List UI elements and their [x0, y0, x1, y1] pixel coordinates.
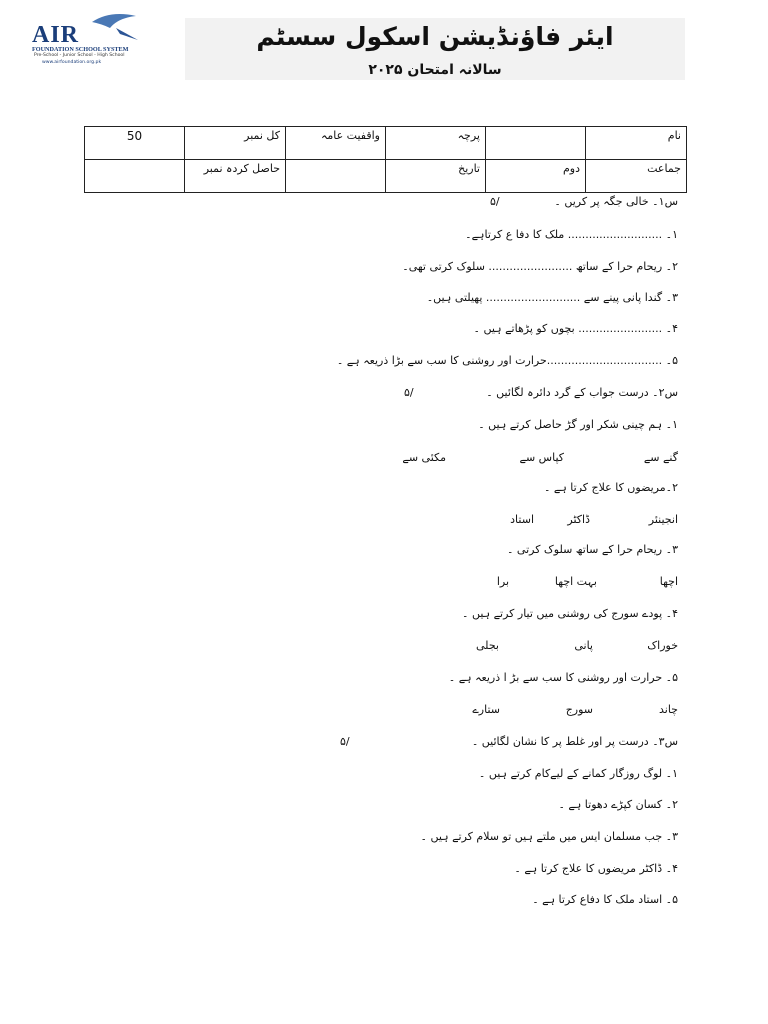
q2-item-4-option-1[interactable]: خوراک: [647, 639, 678, 652]
q3-item-5: ۵۔ استاد ملک کا دفاع کرتا ہے ۔: [532, 893, 678, 906]
q3-marks: /۵: [340, 735, 350, 748]
q2-heading: س۲۔ درست جواب کے گرد دائرہ لگائیں ۔: [486, 386, 678, 399]
q2-item-3-option-3[interactable]: برا: [496, 575, 509, 588]
q2-item-1-option-1[interactable]: گنے سے: [643, 451, 678, 464]
q2-item-3-stem: ۳۔ ریحام حرا کے ساتھ سلوک کرتی ۔: [506, 543, 678, 556]
q1-item-1: ۱۔ ........................... ملک کا دفا ع کرتاہے۔: [465, 228, 678, 241]
paper-value: واقفیت عامہ: [286, 127, 386, 160]
name-field[interactable]: [486, 127, 586, 160]
class-value: دوم: [486, 160, 586, 193]
q2-item-4-stem: ۴۔ پودے سورج کی روشنی میں تیار کرتے ہیں ۔: [462, 607, 678, 620]
q2-item-5-stem: ۵۔ حرارت اور روشنی کا سب سے بڑ ا ذریعہ ہے ۔: [448, 671, 678, 684]
date-label: تاریخ: [386, 160, 486, 193]
logo-brand: AIR: [32, 22, 80, 48]
q1-item-2: ۲۔ ریحام حرا کے ساتھ ........................ سلوک کرتی تھی۔: [402, 260, 678, 273]
date-field[interactable]: [286, 160, 386, 193]
obtained-marks-field[interactable]: [85, 160, 185, 193]
q2-item-2-stem: ۲۔مریضوں کا علاج کرتا ہے ۔: [543, 481, 678, 494]
q2-item-3-option-2[interactable]: بہت اچھا: [554, 575, 597, 588]
q3-item-2: ۲۔ کسان کپڑے دھوتا ہے ۔: [558, 798, 678, 811]
total-marks-value: 50: [85, 127, 185, 160]
q1-item-3: ۳۔ گندا پانی پینے سے ........................... پھیلتی ہیں۔: [426, 291, 678, 304]
school-logo: [30, 10, 142, 66]
exam-title: سالانہ امتحان ۲۰۲۵: [368, 62, 502, 78]
q1-marks: /۵: [490, 195, 500, 208]
q1-heading: س۱۔ خالی جگہ پر کریں ۔: [554, 195, 678, 208]
name-label: نام: [586, 127, 687, 160]
logo-levels: Pre-School - Junior School - High School: [34, 53, 125, 58]
q2-item-5-option-2[interactable]: سورج: [565, 703, 593, 716]
q2-item-1-option-3[interactable]: مکئی سے: [402, 451, 446, 464]
q2-item-5-option-3[interactable]: ستارے: [472, 703, 500, 716]
q3-heading: س۳۔ درست پر اور غلط پر کا نشان لگائیں ۔: [471, 735, 678, 748]
q2-item-3-option-1[interactable]: اچھا: [659, 575, 678, 588]
q2-item-2-option-1[interactable]: انجینئر: [648, 513, 678, 526]
total-marks-label: کل نمبر: [185, 127, 286, 160]
q3-item-4: ۴۔ ڈاکٹر مریضوں کا علاج کرتا ہے ۔: [514, 862, 678, 875]
q2-item-1-option-2[interactable]: کپاس سے: [519, 451, 564, 464]
q2-item-5-option-1[interactable]: چاند: [659, 703, 678, 716]
student-info-table: [84, 126, 687, 193]
q2-item-1-stem: ۱۔ ہم چینی شکر اور گڑ حاصل کرتے ہیں ۔: [478, 418, 678, 431]
q2-item-2-option-2[interactable]: ڈاکٹر: [567, 513, 590, 526]
logo-subtitle: FOUNDATION SCHOOL SYSTEM: [32, 46, 129, 53]
q1-item-4: ۴۔ ........................ بچوں کو پڑھاتے ہیں ۔: [473, 322, 678, 335]
obtained-marks-label: حاصل کردہ نمبر: [185, 160, 286, 193]
q2-item-2-option-3[interactable]: استاد: [510, 513, 534, 526]
school-name: ایئر فاؤنڈیشن اسکول سسٹم: [256, 22, 614, 51]
logo-url: www.airfoundation.org.pk: [42, 60, 102, 65]
q2-item-4-option-3[interactable]: بجلی: [476, 639, 499, 652]
q2-item-4-option-2[interactable]: پانی: [574, 639, 593, 652]
paper-label: پرچہ: [386, 127, 486, 160]
q2-marks: /۵: [404, 386, 414, 399]
q3-item-1: ۱۔ لوگ روزگار کمانے کے لیےکام کرتے ہیں ۔: [478, 767, 678, 780]
q1-item-5: ۵۔ .................................حرارت اور روشنی کا سب سے بڑا ذریعہ ہے ۔: [336, 354, 678, 367]
q3-item-3: ۳۔ جب مسلمان ایس میں ملتے ہیں تو سلام کرتے ہیں ۔: [420, 830, 678, 843]
class-label: جماعت: [586, 160, 687, 193]
